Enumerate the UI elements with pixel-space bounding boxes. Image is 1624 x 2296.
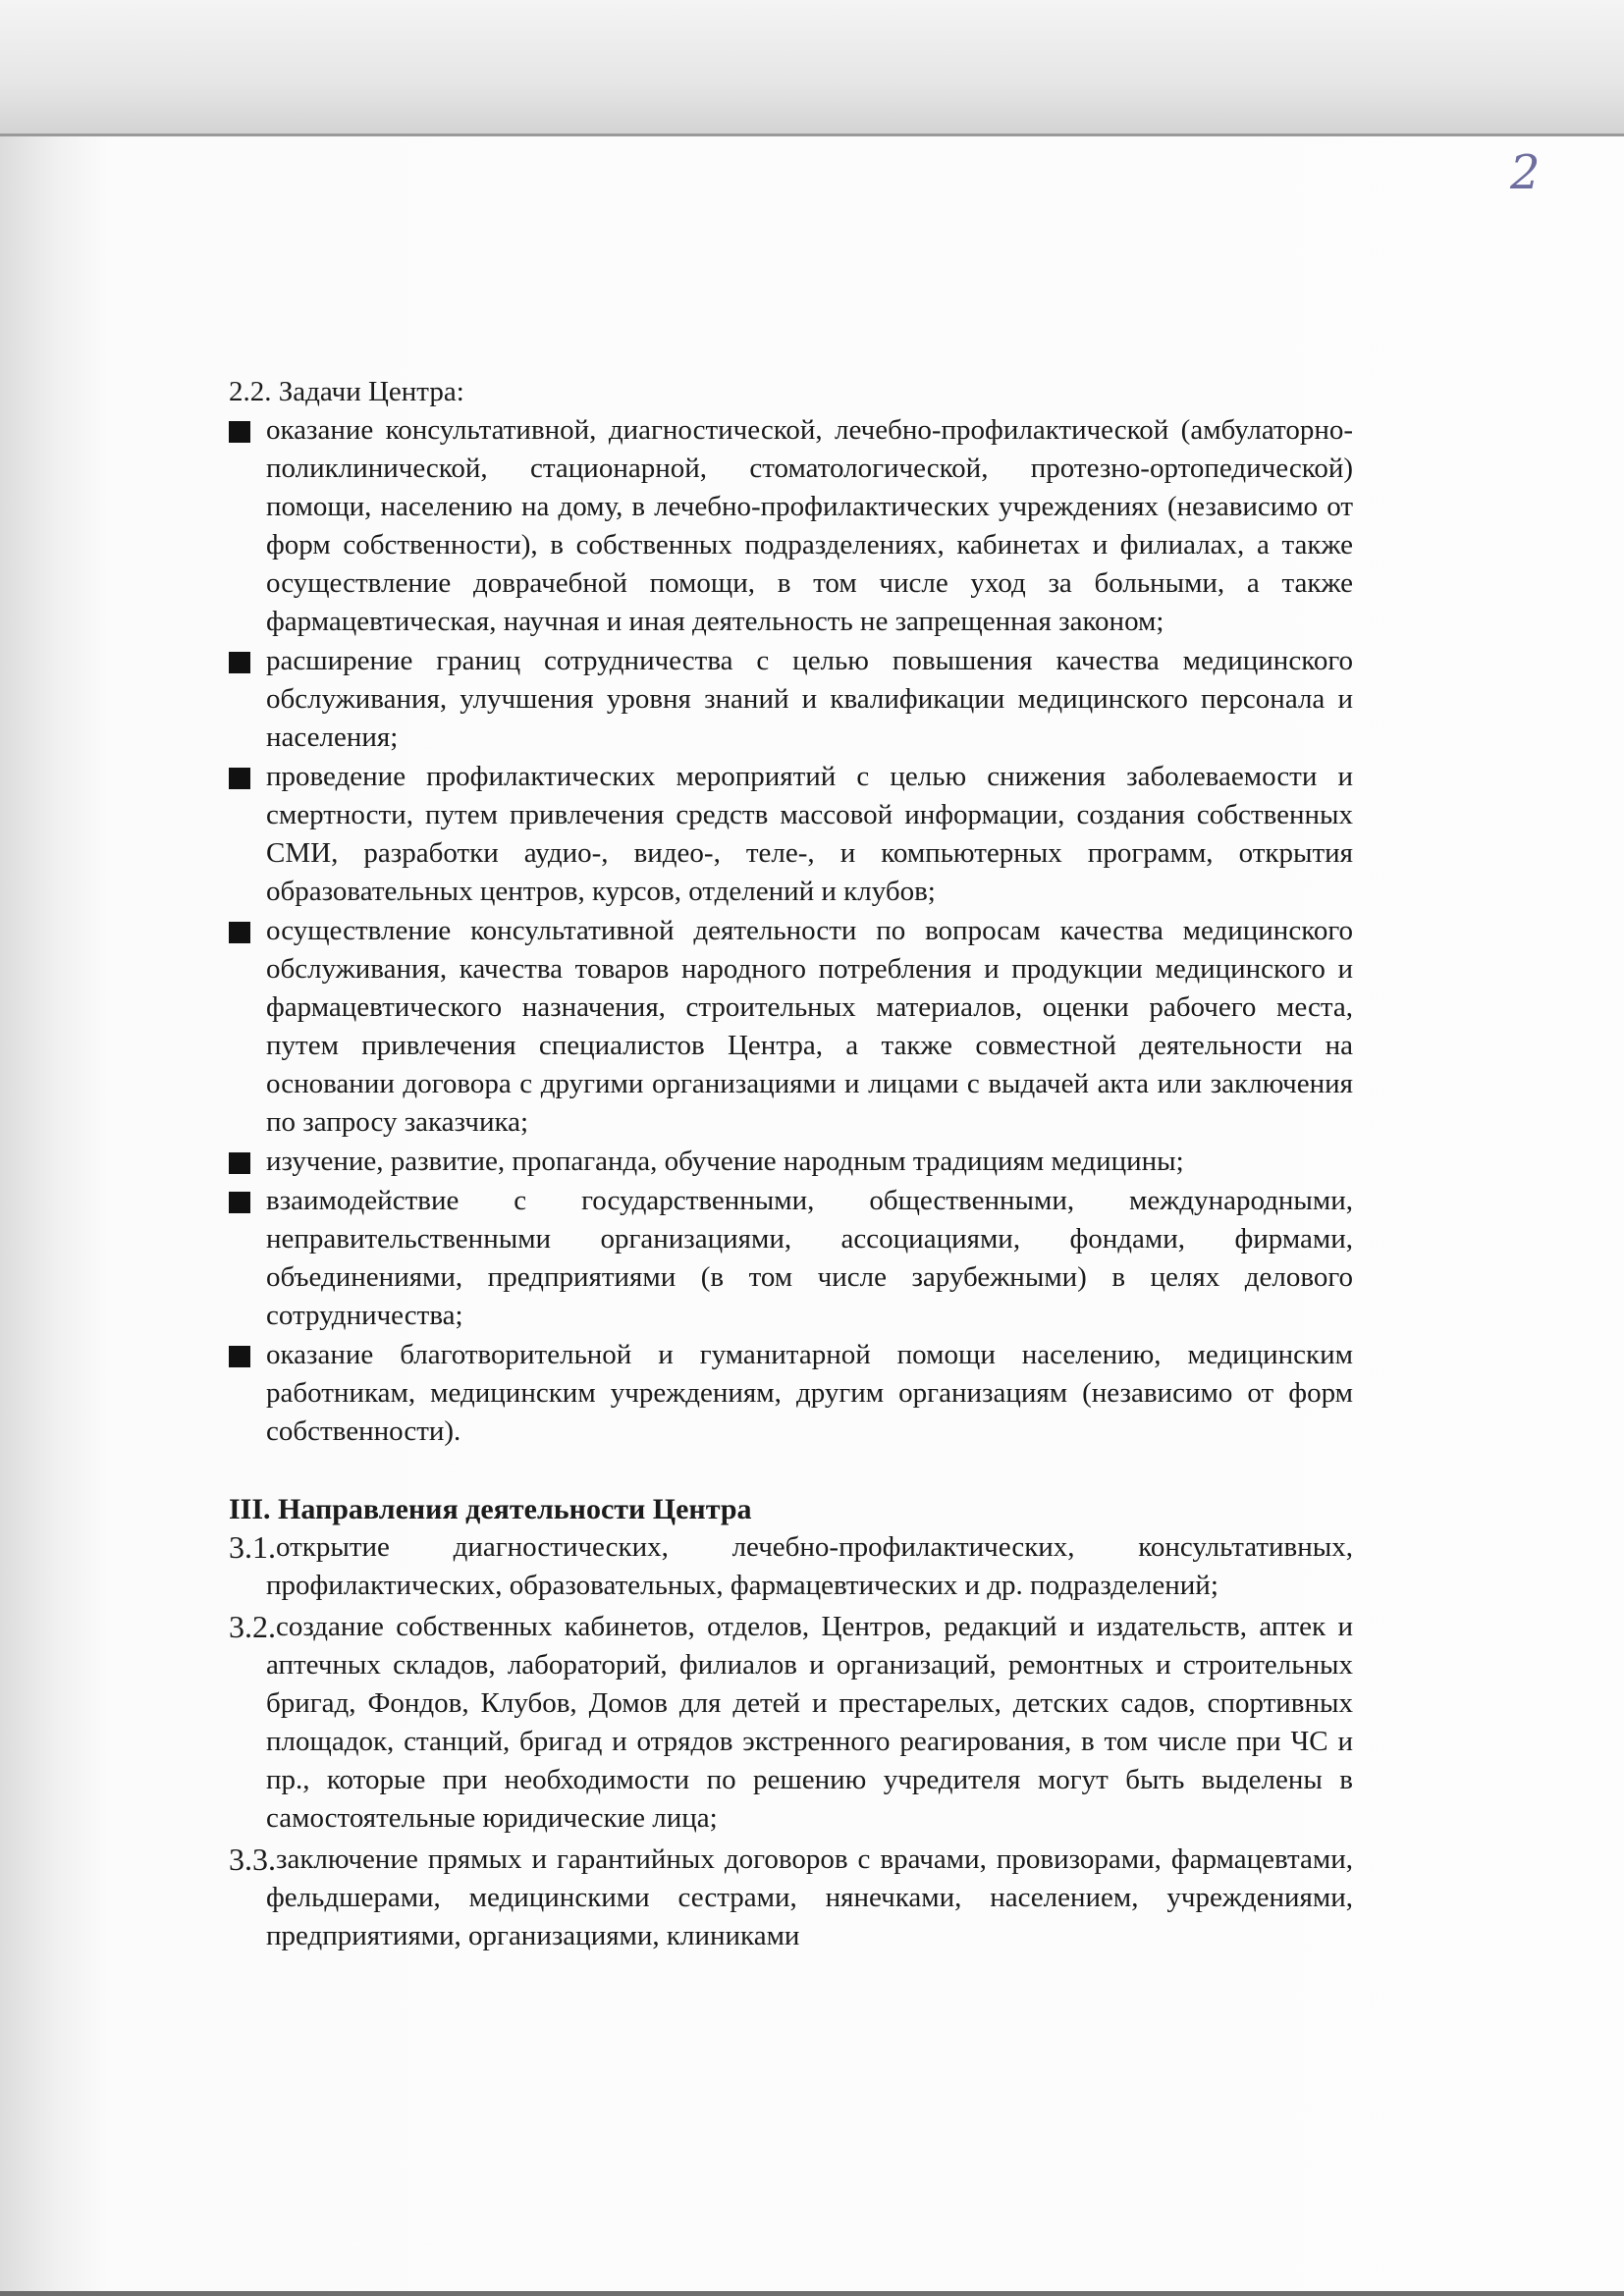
item-number: 3.2. [229,1609,276,1644]
square-bullet-icon [229,652,250,673]
square-bullet-icon [229,922,250,943]
tasks-list [229,411,1353,1451]
list-item [229,642,1353,757]
list-item-text: проведение профилактических мероприятий с целью снижения заболеваемости и смертности, путем привлечения средств массовой информации, создания собственных СМИ, разработки аудио-, видео-, теле-, и компьютерных программ, открытия образовательных центров, курсов, отделений и клубов; [266,761,1353,907]
list-item [229,411,1353,641]
list-item [229,758,1353,911]
handwritten-page-number: 2 [1510,145,1541,200]
list-item [229,1336,1353,1451]
square-bullet-icon [229,768,250,789]
document-body [229,373,1353,1958]
list-item-text: оказание консультативной, диагностической, лечебно-профилактической (амбулаторно-поликлинической, стационарной, стоматологической, протезно-ортопедической) помощи, населению на дому, в лечебно-профилактических учреждениях (независимо от форм собственности), в собственных подразделениях, кабинетах и филиалах, а также осуществление доврачебной помощи, в том числе уход за больными, а также фармацевтическая, научная и иная деятельность не запрещенная законом; [266,414,1353,637]
item-text: заключение прямых и гарантийных договоров с врачами, провизорами, фармацевтами, фельдшерами, медицинскими сестрами, нянечками, населением, учреждениями, предприятиями, организациями, клиниками [266,1843,1353,1951]
list-item [229,912,1353,1142]
list-item [229,1143,1353,1181]
square-bullet-icon [229,1192,250,1213]
section-title: III. Направления деятельности Центра [229,1493,752,1525]
list-item-text: изучение, развитие, пропаганда, обучение народным традициям медицины; [266,1146,1184,1177]
list-item-text: оказание благотворительной и гуманитарной помощи населению, медицинским работникам, медицинским учреждениям, другим организациям (независимо от форм собственности). [266,1339,1353,1447]
scanner-background [0,0,1624,137]
item-text: создание собственных кабинетов, отделов, Центров, редакций и издательств, аптек и аптечных складов, лабораторий, филиалов и организаций, ремонтных и строительных бригад, Фондов, Клубов, Домов для детей и престарелых, детских садов, спортивных площадок, станций, бригад и отрядов экстренного реагирования, в том числе при ЧС и пр., которые при необходимости по решению учредителя могут быть выделены в самостоятельные юридические лица; [266,1611,1353,1834]
list-item-text: осуществление консультативной деятельности по вопросам качества медицинского обслуживания, качества товаров народного потребления и продукции медицинского и фармацевтического назначения, строительных материалов, оценки рабочего места, путем привлечения специалистов Центра, а также совместной деятельности на основании договора с другими организациями и лицами с выдачей акта или заключения по запросу заказчика; [266,915,1353,1138]
list-item [229,1182,1353,1335]
directions-list [229,1528,1353,1955]
item-number: 3.3. [229,1842,276,1877]
item-number: 3.1. [229,1529,276,1565]
item-text: открытие диагностических, лечебно-профилактических, консультативных, профилактических, образовательных, фармацевтических и др. подразделений; [266,1531,1353,1601]
tasks-heading: 2.2. Задачи Центра: [229,376,464,407]
numbered-item [229,1608,1353,1838]
square-bullet-icon [229,1152,250,1174]
list-item-text: взаимодействие с государственными, общественными, международными, неправительственными организациями, ассоциациями, фондами, фирмами, объединениями, предприятиями (в том числе зарубежными) в целях делового сотрудничества; [266,1185,1353,1331]
numbered-item [229,1528,1353,1605]
square-bullet-icon [229,421,250,443]
list-item-text: расширение границ сотрудничества с целью повышения качества медицинского обслуживания, улучшения уровня знаний и квалификации медицинского персонала и населения; [266,645,1353,753]
square-bullet-icon [229,1346,250,1367]
numbered-item [229,1841,1353,1955]
